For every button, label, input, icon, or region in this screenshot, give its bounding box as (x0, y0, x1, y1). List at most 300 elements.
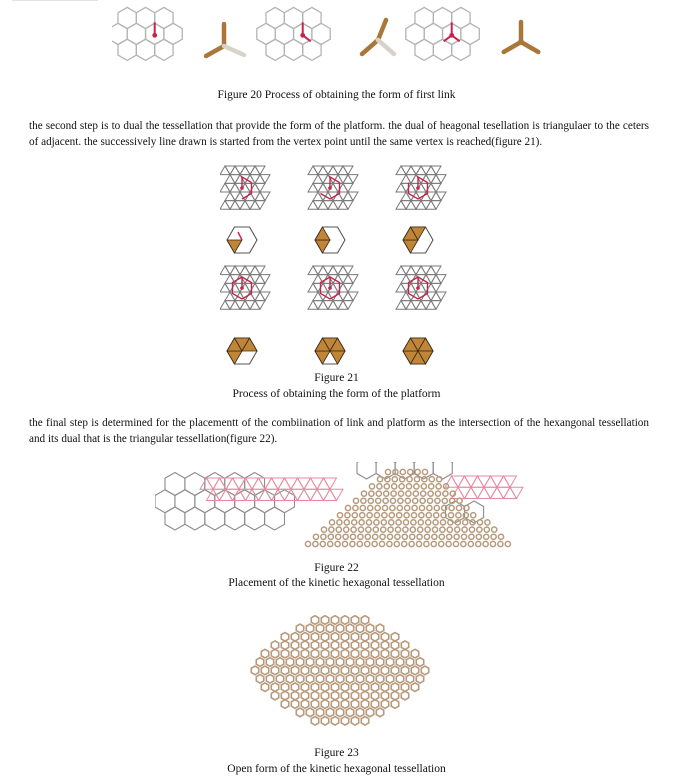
triangular-grid (416, 201, 426, 210)
kinetic-cell (366, 658, 373, 667)
kinetic-cell (391, 633, 398, 642)
triangular-grid (220, 301, 230, 310)
kinetic-link (419, 513, 424, 518)
kinetic-cell (351, 641, 358, 650)
hex-cell (284, 39, 302, 60)
triangular-grid (220, 201, 230, 210)
hex-cell (165, 507, 185, 530)
kinetic-link (432, 527, 437, 532)
figure-21-number: Figure 21 (314, 372, 359, 384)
triangular-cell (324, 478, 337, 489)
kinetic-link (424, 541, 429, 546)
kinetic-cell (391, 641, 398, 650)
triangular-grid (436, 292, 446, 301)
triangular-grid (431, 175, 441, 184)
kinetic-link (353, 498, 358, 503)
hex-cell (433, 39, 451, 60)
link-step-3 (504, 22, 539, 52)
kinetic-link (490, 541, 495, 546)
triangular-grid (255, 283, 265, 292)
kinetic-link (435, 491, 440, 496)
kinetic-link (417, 534, 422, 539)
kinetic-link (426, 520, 431, 525)
triangular-cell (504, 487, 517, 498)
dual-vertex (328, 286, 332, 290)
hex-cell (445, 501, 464, 523)
hex-grid-step-1 (112, 7, 182, 60)
kinetic-link (498, 534, 503, 539)
figure-21-title: Process of obtaining the form of the platform (232, 388, 441, 400)
kinetic-cell (321, 683, 328, 692)
figure-23-number: Figure 23 (314, 747, 359, 759)
triangular-grid (235, 301, 245, 310)
triangular-cell (465, 487, 478, 498)
kinetic-link (342, 541, 347, 546)
kinetic-link (358, 527, 363, 532)
triangular-grid (333, 166, 343, 175)
triangular-grid (411, 201, 421, 210)
triangular-cell (471, 487, 484, 498)
kinetic-cell (306, 708, 313, 717)
kinetic-cell (331, 633, 338, 642)
kinetic-link (453, 541, 458, 546)
triangular-grid (230, 175, 240, 184)
kinetic-cell (271, 683, 278, 692)
kinetic-cell (291, 649, 298, 658)
kinetic-link (410, 527, 415, 532)
triangular-grid (431, 301, 441, 310)
kinetic-link (454, 534, 459, 539)
kinetic-cell (311, 717, 318, 726)
kinetic-link (353, 505, 358, 510)
kinetic-cell (371, 649, 378, 658)
triangular-cell (291, 478, 304, 489)
kinetic-cell (371, 633, 378, 642)
hex-cell (303, 39, 321, 60)
triangular-grid (240, 266, 250, 275)
kinetic-link (344, 520, 349, 525)
kinetic-link (456, 505, 461, 510)
hex-cell (265, 507, 285, 530)
triangular-grid (318, 175, 328, 184)
hex-cell (433, 462, 452, 479)
figure-22-title: Placement of the kinetic hexagonal tessellation (228, 577, 445, 589)
triangular-grid (225, 166, 235, 175)
kinetic-link (366, 520, 371, 525)
dual-vertex (416, 286, 420, 290)
triangular-grid (436, 192, 446, 201)
kinetic-link (369, 491, 374, 496)
kinetic-link (384, 491, 389, 496)
kinetic-cell (376, 708, 383, 717)
kinetic-link (405, 505, 410, 510)
kinetic-link (345, 505, 350, 510)
kinetic-link (337, 513, 342, 518)
kinetic-link (446, 541, 451, 546)
kinetic-link (461, 541, 466, 546)
triangular-grid (240, 201, 250, 210)
kinetic-link (418, 520, 423, 525)
triangular-grid (255, 301, 265, 310)
kinetic-link (397, 505, 402, 510)
triangular-grid (411, 301, 421, 310)
triangular-grid (348, 292, 358, 301)
kinetic-link (313, 541, 318, 546)
kinetic-link (455, 527, 460, 532)
kinetic-cell (371, 666, 378, 675)
kinetic-cell (416, 658, 423, 667)
kinetic-cell (321, 641, 328, 650)
triangular-grid (396, 283, 406, 292)
kinetic-cell (361, 683, 368, 692)
dual-vertex (328, 186, 332, 190)
kinetic-link (358, 534, 363, 539)
triangular-cell (330, 489, 343, 500)
hex-cell (266, 39, 284, 60)
triangular-grid (338, 166, 348, 175)
kinetic-link (387, 541, 392, 546)
kinetic-link (388, 527, 393, 532)
kinetic-link (365, 541, 370, 546)
kinetic-link (434, 505, 439, 510)
hex-cell (225, 507, 245, 530)
kinetic-cell (386, 658, 393, 667)
triangular-grid (333, 301, 343, 310)
kinetic-cell (316, 675, 323, 684)
triangular-grid (245, 301, 255, 310)
kinetic-cell (371, 700, 378, 709)
triangular-grid (401, 166, 411, 175)
triangular-grid (255, 166, 265, 175)
kinetic-cell (301, 649, 308, 658)
kinetic-link (361, 498, 366, 503)
triangular-cell (207, 478, 220, 489)
triangular-grid (220, 266, 230, 275)
triangular-grid (318, 201, 328, 210)
kinetic-link (414, 484, 419, 489)
link-arm (504, 42, 521, 52)
dual-vertex (240, 186, 244, 190)
kinetic-cell (321, 649, 328, 658)
triangular-grid (343, 301, 353, 310)
kinetic-cell (281, 691, 288, 700)
kinetic-cell (306, 675, 313, 684)
kinetic-link (421, 491, 426, 496)
kinetic-link (461, 534, 466, 539)
hex-cell (452, 39, 470, 60)
triangular-grid (255, 201, 265, 210)
triangular-grid (313, 266, 323, 275)
triangular-grid (220, 183, 230, 192)
triangular-grid (245, 166, 255, 175)
triangular-cell (278, 478, 291, 489)
kinetic-cell (351, 633, 358, 642)
kinetic-cell (326, 624, 333, 633)
kinetic-cell (306, 658, 313, 667)
kinetic-cell (341, 633, 348, 642)
triangular-grid (245, 283, 255, 292)
kinetic-link (389, 520, 394, 525)
triangular-grid (260, 192, 270, 201)
kinetic-link (456, 513, 461, 518)
kinetic-cell (321, 666, 328, 675)
hex-grid-step-3 (406, 7, 479, 60)
kinetic-cell (256, 675, 263, 684)
kinetic-cell (281, 649, 288, 658)
kinetic-link (431, 541, 436, 546)
kinetic-link (426, 513, 431, 518)
triangular-grid (431, 183, 441, 192)
kinetic-cell (281, 683, 288, 692)
kinetic-cell (336, 675, 343, 684)
kinetic-cell (301, 641, 308, 650)
kinetic-cell (361, 641, 368, 650)
kinetic-cell (316, 708, 323, 717)
triangular-grid (411, 166, 421, 175)
triangular-cell (220, 478, 233, 489)
kinetic-cell (261, 666, 268, 675)
triangular-grid (401, 175, 411, 184)
triangular-grid (250, 166, 260, 175)
triangular-grid (230, 183, 240, 192)
kinetic-link (382, 505, 387, 510)
triangular-grid (338, 301, 348, 310)
triangular-grid (230, 301, 240, 310)
hex-cell (205, 507, 225, 530)
triangular-grid (401, 201, 411, 210)
kinetic-cell (301, 691, 308, 700)
kinetic-link (397, 513, 402, 518)
kinetic-cell (381, 691, 388, 700)
kinetic-cell (361, 700, 368, 709)
triangular-grid (260, 292, 270, 301)
kinetic-cell (356, 675, 363, 684)
kinetic-link (477, 520, 482, 525)
kinetic-link (383, 498, 388, 503)
kinetic-placement-overlay (305, 462, 523, 547)
kinetic-cell (401, 641, 408, 650)
triangular-grid (406, 301, 416, 310)
triangular-cell (239, 489, 252, 500)
figure-22-illustration (155, 462, 535, 552)
triangular-grid (401, 183, 411, 192)
triangular-grid (411, 175, 421, 184)
kinetic-link (379, 541, 384, 546)
kinetic-link (320, 541, 325, 546)
triangular-grid (406, 266, 416, 275)
triangular-cell (252, 478, 265, 489)
kinetic-cell (396, 675, 403, 684)
triangular-cell (491, 487, 504, 498)
kinetic-link (429, 484, 434, 489)
kinetic-link (498, 541, 503, 546)
figure-20-caption: Figure 20 Process of obtaining the form of first link (217, 89, 456, 101)
link-node (300, 33, 305, 38)
hex-cell (357, 462, 376, 479)
kinetic-link (427, 498, 432, 503)
kinetic-link (394, 541, 399, 546)
triangular-grid (333, 283, 343, 292)
kinetic-cell (316, 624, 323, 633)
kinetic-link (406, 491, 411, 496)
triangular-grid (333, 266, 343, 275)
kinetic-link (492, 527, 497, 532)
kinetic-cell (371, 641, 378, 650)
kinetic-link (400, 469, 405, 474)
kinetic-cell (351, 649, 358, 658)
triangular-cell (471, 476, 484, 487)
kinetic-link (372, 541, 377, 546)
triangular-cell (478, 476, 491, 487)
figure-22-number: Figure 22 (314, 562, 359, 574)
kinetic-link (412, 505, 417, 510)
triangular-grid (255, 175, 265, 184)
kinetic-link (390, 498, 395, 503)
triangular-grid (260, 275, 270, 284)
triangular-cell (491, 476, 504, 487)
kinetic-link (389, 513, 394, 518)
triangular-cell (458, 487, 471, 498)
kinetic-cell (371, 691, 378, 700)
kinetic-cell (361, 666, 368, 675)
kinetic-cell (321, 633, 328, 642)
kinetic-cell (391, 649, 398, 658)
kinetic-link (406, 484, 411, 489)
kinetic-link (410, 534, 415, 539)
kinetic-link (418, 527, 423, 532)
triangular-cell (265, 478, 278, 489)
kinetic-cell (291, 683, 298, 692)
triangular-grid (235, 201, 245, 210)
triangular-grid (250, 301, 260, 310)
kinetic-cell (356, 708, 363, 717)
triangular-grid (323, 201, 333, 210)
triangular-grid (421, 301, 431, 310)
triangular-grid (245, 266, 255, 275)
triangular-grid (313, 183, 323, 192)
triangular-cell (285, 478, 298, 489)
triangular-cell (484, 476, 497, 487)
kinetic-link (399, 484, 404, 489)
kinetic-cell (321, 717, 328, 726)
kinetic-cell (331, 666, 338, 675)
triangular-grid (245, 183, 255, 192)
triangular-grid (431, 201, 441, 210)
kinetic-link (343, 534, 348, 539)
kinetic-link (476, 541, 481, 546)
triangular-cell (484, 487, 497, 498)
kinetic-link (435, 498, 440, 503)
kinetic-cell (271, 641, 278, 650)
kinetic-link (447, 527, 452, 532)
triangular-grid (406, 201, 416, 210)
hex-cell (136, 39, 154, 60)
kinetic-link (392, 484, 397, 489)
link-step-2 (362, 20, 394, 54)
kinetic-cell (266, 658, 273, 667)
link-arm (362, 40, 378, 54)
triangular-grid (343, 201, 353, 210)
kinetic-link (391, 491, 396, 496)
triangular-cell (239, 478, 252, 489)
kinetic-cell (296, 675, 303, 684)
kinetic-cell (331, 691, 338, 700)
triangular-grid (230, 192, 240, 201)
triangular-grid (245, 201, 255, 210)
kinetic-link (402, 541, 407, 546)
kinetic-link (387, 534, 392, 539)
kinetic-link (439, 541, 444, 546)
triangular-cell (311, 489, 324, 500)
triangular-grid (230, 283, 240, 292)
kinetic-cell (366, 708, 373, 717)
link-step-1 (206, 24, 244, 56)
link-arm (206, 46, 224, 56)
triangular-grid (396, 183, 406, 192)
kinetic-link (376, 498, 381, 503)
kinetic-cell (311, 649, 318, 658)
kinetic-cell (326, 658, 333, 667)
kinetic-link (415, 469, 420, 474)
triangular-grid (225, 266, 235, 275)
kinetic-link (471, 513, 476, 518)
triangular-grid (343, 192, 353, 201)
triangular-grid (328, 266, 338, 275)
triangular-grid (421, 266, 431, 275)
figure-23-title: Open form of the kinetic hexagonal tessellation (227, 763, 446, 775)
link-arm (521, 42, 538, 52)
kinetic-cell (301, 633, 308, 642)
kinetic-cell (361, 649, 368, 658)
kinetic-link (477, 527, 482, 532)
kinetic-link (469, 534, 474, 539)
kinetic-link (440, 527, 445, 532)
triangular-grid (328, 166, 338, 175)
kinetic-cell (351, 700, 358, 709)
kinetic-cell (306, 624, 313, 633)
triangular-grid (421, 166, 431, 175)
triangular-grid (396, 201, 406, 210)
kinetic-link (384, 484, 389, 489)
triangular-grid (396, 266, 406, 275)
kinetic-link (405, 498, 410, 503)
kinetic-link (425, 527, 430, 532)
triangular-cell (200, 478, 213, 489)
kinetic-cell (331, 649, 338, 658)
kinetic-cell (331, 717, 338, 726)
triangular-grid (323, 166, 333, 175)
kinetic-cell (381, 666, 388, 675)
triangular-grid (235, 192, 245, 201)
triangular-grid (401, 283, 411, 292)
triangular-cell (298, 478, 311, 489)
kinetic-cell (301, 683, 308, 692)
triangular-cell (465, 476, 478, 487)
kinetic-link (428, 491, 433, 496)
triangular-grid (308, 301, 318, 310)
top-rule (12, 0, 98, 1)
kinetic-link (432, 534, 437, 539)
kinetic-cell (261, 649, 268, 658)
link-node (152, 33, 157, 38)
kinetic-cell (321, 691, 328, 700)
triangular-grid (343, 283, 353, 292)
triangular-cell (497, 476, 510, 487)
link-arm-ghost (224, 46, 244, 55)
triangular-cell (311, 478, 324, 489)
link-arm (518, 39, 524, 45)
kinetic-cell (336, 708, 343, 717)
